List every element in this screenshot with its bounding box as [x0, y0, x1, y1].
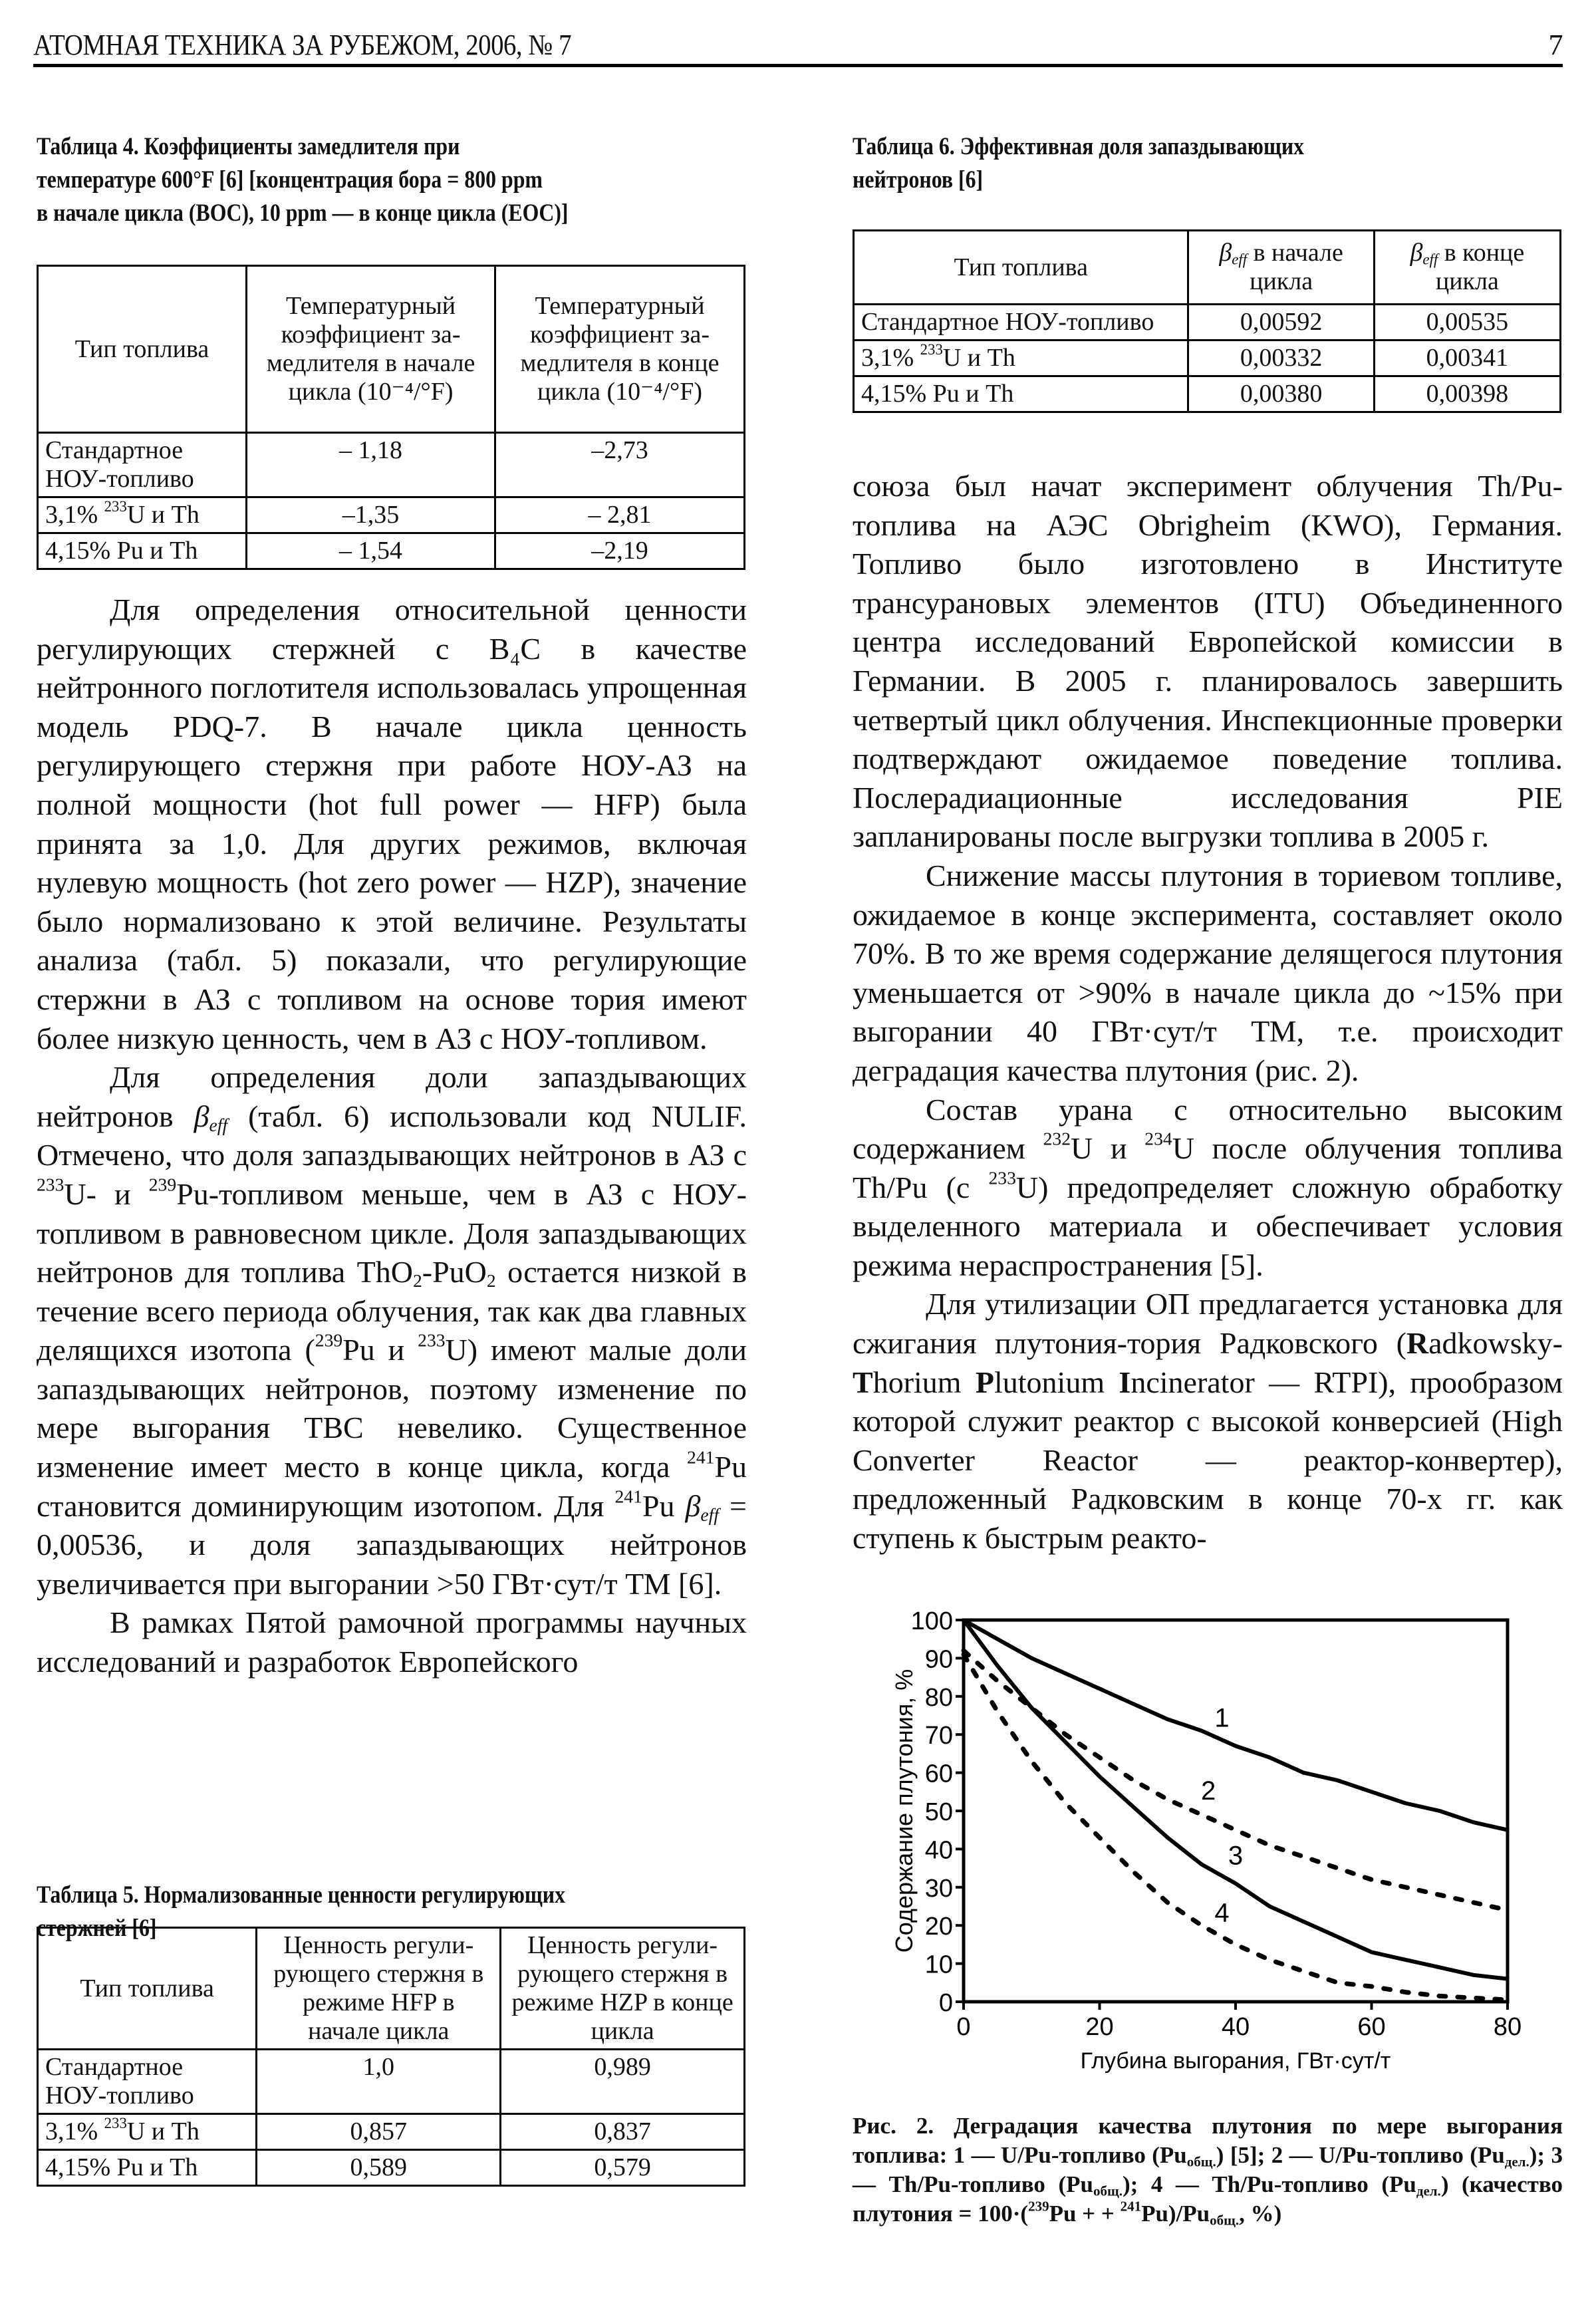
table-header-row — [38, 266, 745, 433]
paragraph: В рамках Пятой рамочной программы научных исследований и разработок Европейского — [37, 1605, 747, 1679]
value-cell: –1,35 — [247, 497, 495, 533]
header-cell: Температурный коэффициент за-медлителя в конце цикла (10⁻⁴/°F) — [495, 266, 745, 433]
x-tick-label: 0 — [956, 2013, 971, 2041]
table-row — [38, 2050, 745, 2114]
right-body-text — [853, 467, 1563, 1558]
fuel-cell: 3,1% $^{233}$U и Th — [38, 2114, 257, 2150]
y-axis-label: Содержание плутония, % — [890, 1669, 918, 1953]
series-line-1 — [964, 1620, 1508, 1830]
fuel-cell: 4,15% Pu и Th — [38, 2150, 257, 2186]
paragraph: Состав урана с относительно высоким содержанием $^{232}$U и $^{234}$U после облучения топлива Th/Pu (с $^{233}$U) предопределяет сложную обработку выделенного материала и обеспечивает условия режима нераспространения [5]. — [853, 1092, 1563, 1282]
header-cell: Ценность регули-рующего стержня в режиме HZP в конце цикла — [501, 1928, 745, 2050]
curve-number-label: 1 — [1214, 1703, 1230, 1733]
paragraph: Для утилизации ОП предлагается установка для сжигания плутония-тория Радковского (Radkowsky-Thorium Plutonium Incinerator — RTPI), прообразом которой служит реактор с высокой конверсией (High Converter Reactor — реактор-конвертер), предложенный Радковским в конце 70-х гг. как ступень к быстрым реакто- — [853, 1287, 1563, 1556]
caption-line: Таблица 6. Эффективная доля запаздывающих — [853, 133, 1305, 160]
table-row — [38, 433, 745, 497]
value-cell: – 1,54 — [247, 533, 495, 569]
value-cell: 0,00341 — [1374, 340, 1560, 376]
curve-number-label: 4 — [1214, 1898, 1230, 1928]
caption-line: Таблица 5. Нормализованные ценности регулирующих — [37, 1881, 566, 1909]
fuel-cell: 3,1% $^{233}$U и Th — [38, 497, 247, 533]
header-rule — [33, 64, 1563, 67]
figure-caption: Рис. 2. Деградация качества плутония по мере выгорания топлива: 1 — U/Pu-топливо $(Pu_{общ.})$ [5]; 2 — U/Pu-топливо $(Pu_{дел.})$; 3 — Th/Pu-топливо $(Pu_{общ.})$; 4 — Th/Pu-топливо $(Pu_{дел.})$ (качество плутония = 100·($^{239}$Pu + + $^{241}Pu)/Pu_{общ.}$, %) — [853, 2113, 1563, 2229]
table4 — [37, 265, 745, 570]
caption-line: в начале цикла (BOC), 10 ppm — в конце цикла (EOC)] — [37, 200, 569, 227]
line-chart — [851, 1596, 1530, 2075]
value-cell: 0,589 — [257, 2150, 501, 2186]
header-cell: Тип топлива — [854, 231, 1188, 305]
curve-number-label: 3 — [1228, 1841, 1244, 1871]
fuel-cell: 4,15% Pu и Th — [38, 533, 247, 569]
paragraph: Для определения доли запаздывающих нейтронов $\beta_{eff}$ (табл. 6) использовали код NULIF. Отмечено, что доля запаздывающих нейтронов в АЗ с $^{233}$U- и $^{239}$Pu-топливом меньше, чем в АЗ с НОУ-топливом в равновесном цикле. Доля запаздывающих нейтронов для топлива ThO$_2$-PuO$_2$ остается низкой в течение всего периода облучения, так как два главных делящихся изотопа ($^{239}$Pu и $^{233}$U) имеют малые доли запаздывающих нейтронов, поэтому изменение по мере выгорания ТВС невелико. Существенное изменение имеет место в конце цикла, когда $^{241}$Pu становится доминирующим изотопом. Для $^{241}$Pu $\beta_{eff} = 0,00536$, и доля запаздывающих нейтронов увеличивается при выгорании >50 ГВт·сут/т ТМ [6]. — [37, 1060, 747, 1601]
value-cell: – 2,81 — [495, 497, 745, 533]
value-cell: –2,73 — [495, 433, 745, 497]
table-row — [854, 340, 1561, 376]
value-cell: 0,00380 — [1188, 376, 1374, 412]
table-row — [38, 533, 745, 569]
chart-axes — [890, 1607, 1522, 2074]
y-tick-label: 30 — [924, 1874, 953, 1903]
chart-series — [964, 1620, 1508, 2000]
y-tick-label: 0 — [938, 1989, 953, 2017]
fuel-cell: Стандартное НОУ-топливо — [38, 433, 247, 497]
table-row — [854, 376, 1561, 412]
table6 — [853, 229, 1561, 413]
value-cell: 0,989 — [501, 2050, 745, 2114]
value-cell: 0,00398 — [1374, 376, 1560, 412]
value-cell: 0,00535 — [1374, 305, 1560, 340]
header-cell: Тип топлива — [38, 266, 247, 433]
y-tick-label: 90 — [924, 1645, 953, 1674]
table5 — [37, 1927, 745, 2187]
paragraph: Снижение массы плутония в ториевом топливе, ожидаемое в конце эксперимента, составляет около 70%. В то же время содержание делящегося плутония уменьшается от >90% в начале цикла до ~15% при выгорании 40 ГВт·сут/т ТМ, т.е. происходит деградация качества плутония (рис. 2). — [853, 858, 1563, 1087]
x-tick-label: 60 — [1357, 2013, 1386, 2041]
x-tick-label: 40 — [1221, 2013, 1250, 2041]
paragraph: союза был начат эксперимент облучения Th/Pu-топлива на АЭС Obrigheim (KWO), Германия. Топливо было изготовлено в Институте трансурановых элементов (ITU) Объединенного центра исследований Европейской комиссии в Германии. В 2005 г. планировалось завершить четвертый цикл облучения. Инспекционные проверки подтверждают ожидаемое поведение топлива. Послерадиационные исследования PIE запланированы после выгрузки топлива в 2005 г. — [853, 469, 1563, 854]
caption-line: температуре 600°F [6] [концентрация бора = 800 ppm — [37, 166, 543, 194]
header-cell: Ценность регули-рующего стержня в режиме HFP в начале цикла — [257, 1928, 501, 2050]
paragraph: Для определения относительной ценности регулирующих стержней с B₄C в качестве нейтронного поглотителя использовалась упрощенная модель PDQ-7. В начале цикла ценность регулирующего стержня при работе НОУ-АЗ на полной мощности (hot full power — HFP) была принята за 1,0. Для других режимов, включая нулевую мощность (hot zero power — HZP), значение было нормализовано к этой величине. Результаты анализа (табл. 5) показали, что регулирующие стержни в АЗ с топливом на основе тория имеют более низкую ценность, чем в АЗ с НОУ-топливом. — [37, 593, 747, 1055]
fuel-cell: 3,1% $^{233}$U и Th — [854, 340, 1188, 376]
header-cell: $\beta_{eff}$ в конце цикла — [1374, 231, 1560, 305]
y-tick-label: 60 — [924, 1760, 953, 1788]
x-tick-label: 80 — [1493, 2013, 1522, 2041]
caption-line: стержней [6] — [37, 1915, 157, 1942]
fuel-cell: 4,15% Pu и Th — [854, 376, 1188, 412]
header-cell: Температурный коэффициент за-медлителя в начале цикла (10⁻⁴/°F) — [247, 266, 495, 433]
y-tick-label: 70 — [924, 1722, 953, 1750]
value-cell: – 1,18 — [247, 433, 495, 497]
value-cell: 1,0 — [257, 2050, 501, 2114]
caption-line: нейтронов [6] — [853, 166, 984, 194]
value-cell: 0,857 — [257, 2114, 501, 2150]
table-row — [38, 2114, 745, 2150]
value-cell: 0,00332 — [1188, 340, 1374, 376]
value-cell: 0,579 — [501, 2150, 745, 2186]
table-header-row — [38, 1928, 745, 2050]
fuel-cell: Стандартное НОУ-топливо — [38, 2050, 257, 2114]
value-cell: 0,00592 — [1188, 305, 1374, 340]
fuel-cell: Стандартное НОУ-топливо — [854, 305, 1188, 340]
value-cell: –2,19 — [495, 533, 745, 569]
y-tick-label: 20 — [924, 1913, 953, 1941]
page-number: 7 — [1548, 29, 1563, 61]
x-axis-label: Глубина выгорания, ГВт·сут/т — [1080, 2048, 1391, 2074]
caption-line: Таблица 4. Коэффициенты замедлителя при — [37, 133, 460, 160]
plot-frame — [964, 1620, 1508, 2002]
y-tick-label: 80 — [924, 1683, 953, 1712]
y-tick-label: 40 — [924, 1836, 953, 1865]
figure-2-chart — [851, 1596, 1530, 2075]
table-header-row — [854, 231, 1561, 305]
series-line-4 — [964, 1655, 1508, 2000]
table-row — [854, 305, 1561, 340]
y-tick-label: 100 — [910, 1607, 953, 1635]
series-line-3 — [964, 1620, 1508, 1979]
running-header — [33, 25, 1563, 65]
curve-number-label: 2 — [1200, 1776, 1216, 1806]
table4-caption — [37, 130, 569, 230]
header-cell: Тип топлива — [38, 1928, 257, 2050]
table-row — [38, 497, 745, 533]
journal-title: АТОМНАЯ ТЕХНИКА ЗА РУБЕЖОМ, 2006, № 7 — [33, 29, 572, 61]
left-body-text — [37, 591, 747, 1682]
y-tick-label: 50 — [924, 1798, 953, 1826]
header-cell: $\beta_{eff}$ в начале цикла — [1188, 231, 1374, 305]
table6-caption — [853, 130, 1304, 197]
x-tick-label: 20 — [1085, 2013, 1114, 2041]
chart-labels — [1201, 1704, 1243, 1928]
value-cell: 0,837 — [501, 2114, 745, 2150]
y-tick-label: 10 — [924, 1951, 953, 1979]
table-row — [38, 2150, 745, 2186]
